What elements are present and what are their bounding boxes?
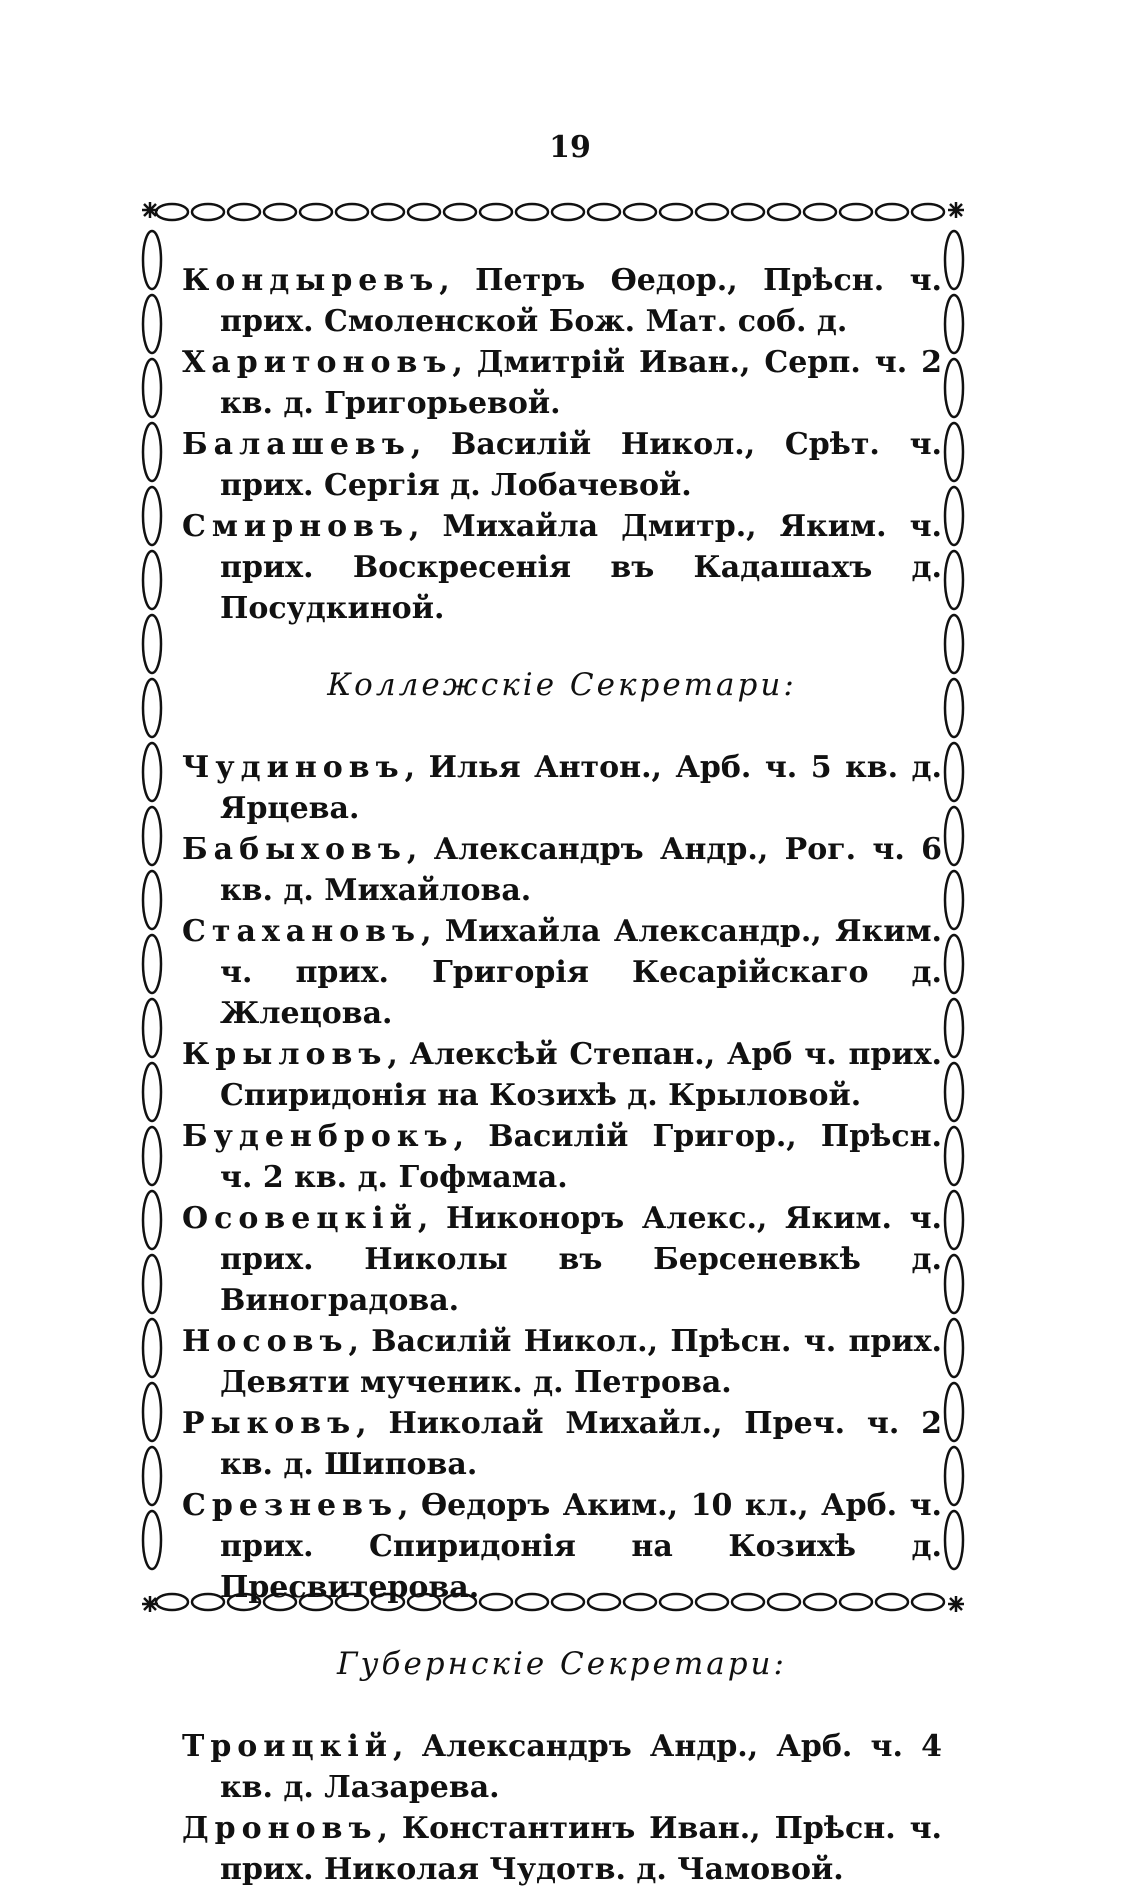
list-item [182,1034,942,1116]
entry-surname: Стахановъ [182,914,422,949]
entry-details: , Алексѣй Степан., Арб ч. прих. Спиридонія на Козихѣ д. Крыловой. [220,1037,942,1113]
list-item [182,342,942,424]
entry-details: , Александръ Андр., Рог. ч. 6 кв. д. Михайлова. [220,832,942,908]
entry-details: , Өедоръ Аким., 10 кл., Арб. ч. прих. Спиридонія на Козихѣ д. Пресвитерова. [220,1488,942,1605]
entry-details: , Константинъ Иван., Прѣсн. ч. прих. Николая Чудотв. д. Чамовой. [220,1811,942,1887]
entry-surname: Крыловъ [182,1037,388,1072]
list-item [182,911,942,1034]
entry-surname: Носовъ [182,1324,349,1359]
entry-surname: Срезневъ [182,1488,398,1523]
entry-surname: Рыковъ [182,1406,357,1441]
entry-surname: Кондыревъ [182,263,440,298]
entry-surname: Дроновъ [182,1811,378,1846]
section-heading: Коллежскіе Секретари: [327,667,797,703]
entry-details: , Никоноръ Алекс., Яким. ч. прих. Николы въ Берсеневкѣ д. Виноградова. [220,1201,942,1318]
entry-surname: Харитоновъ [182,345,453,380]
list-item [182,747,942,829]
list-item [182,1726,942,1808]
entry-details: , Михайла Александр., Яким. ч. прих. Григорія Кесарійскаго д. Жлецова. [220,914,942,1031]
list-item [182,829,942,911]
list-item [182,1321,942,1403]
list-item [182,506,942,629]
entry-details: , Дмитрій Иван., Серп. ч. 2 кв. д. Григорьевой. [220,345,942,421]
page-content [182,260,942,1890]
entry-details: , Василій Никол., Срѣт. ч. прих. Сергія д. Лобачевой. [220,427,942,503]
ornamental-frame [140,200,966,1887]
entry-details: , Михайла Дмитр., Яким. ч. прих. Воскресенія въ Кадашахъ д. Посудкиной. [220,509,942,626]
entry-surname: Троицкій [182,1729,394,1764]
list-item [182,1808,942,1890]
section-provincial-secretaries [182,1646,942,1890]
list-item [182,1403,942,1485]
section-heading: Губернскіе Секретари: [337,1646,787,1682]
entry-surname: Буденброкъ [182,1119,454,1154]
list-item [182,424,942,506]
entry-details: , Василій Григор., Прѣсн. ч. 2 кв. д. Гофмама. [220,1119,942,1195]
section-untitled [182,260,942,629]
entry-details: , Николай Михайл., Преч. ч. 2 кв. д. Шипова. [220,1406,942,1482]
entry-surname: Балашевъ [182,427,411,462]
entry-surname: Смирновъ [182,509,409,544]
entry-surname: Осовецкій [182,1201,418,1236]
list-item [182,260,942,342]
section-collegiate-secretaries [182,667,942,1608]
list-item [182,1485,942,1608]
page-number: 19 [549,130,591,165]
entry-details: , Петръ Өедор., Прѣсн. ч. прих. Смоленской Бож. Мат. соб. д. [220,263,942,339]
entry-details: , Александръ Андр., Арб. ч. 4 кв. д. Лазарева. [220,1729,942,1805]
entry-surname: Бабыховъ [182,832,407,867]
list-item [182,1116,942,1198]
entry-details: , Илья Антон., Арб. ч. 5 кв. д. Ярцева. [220,750,942,826]
list-item [182,1198,942,1321]
entry-surname: Чудиновъ [182,750,405,785]
entry-details: , Василій Никол., Прѣсн. ч. прих. Девяти мученик. д. Петрова. [220,1324,942,1400]
